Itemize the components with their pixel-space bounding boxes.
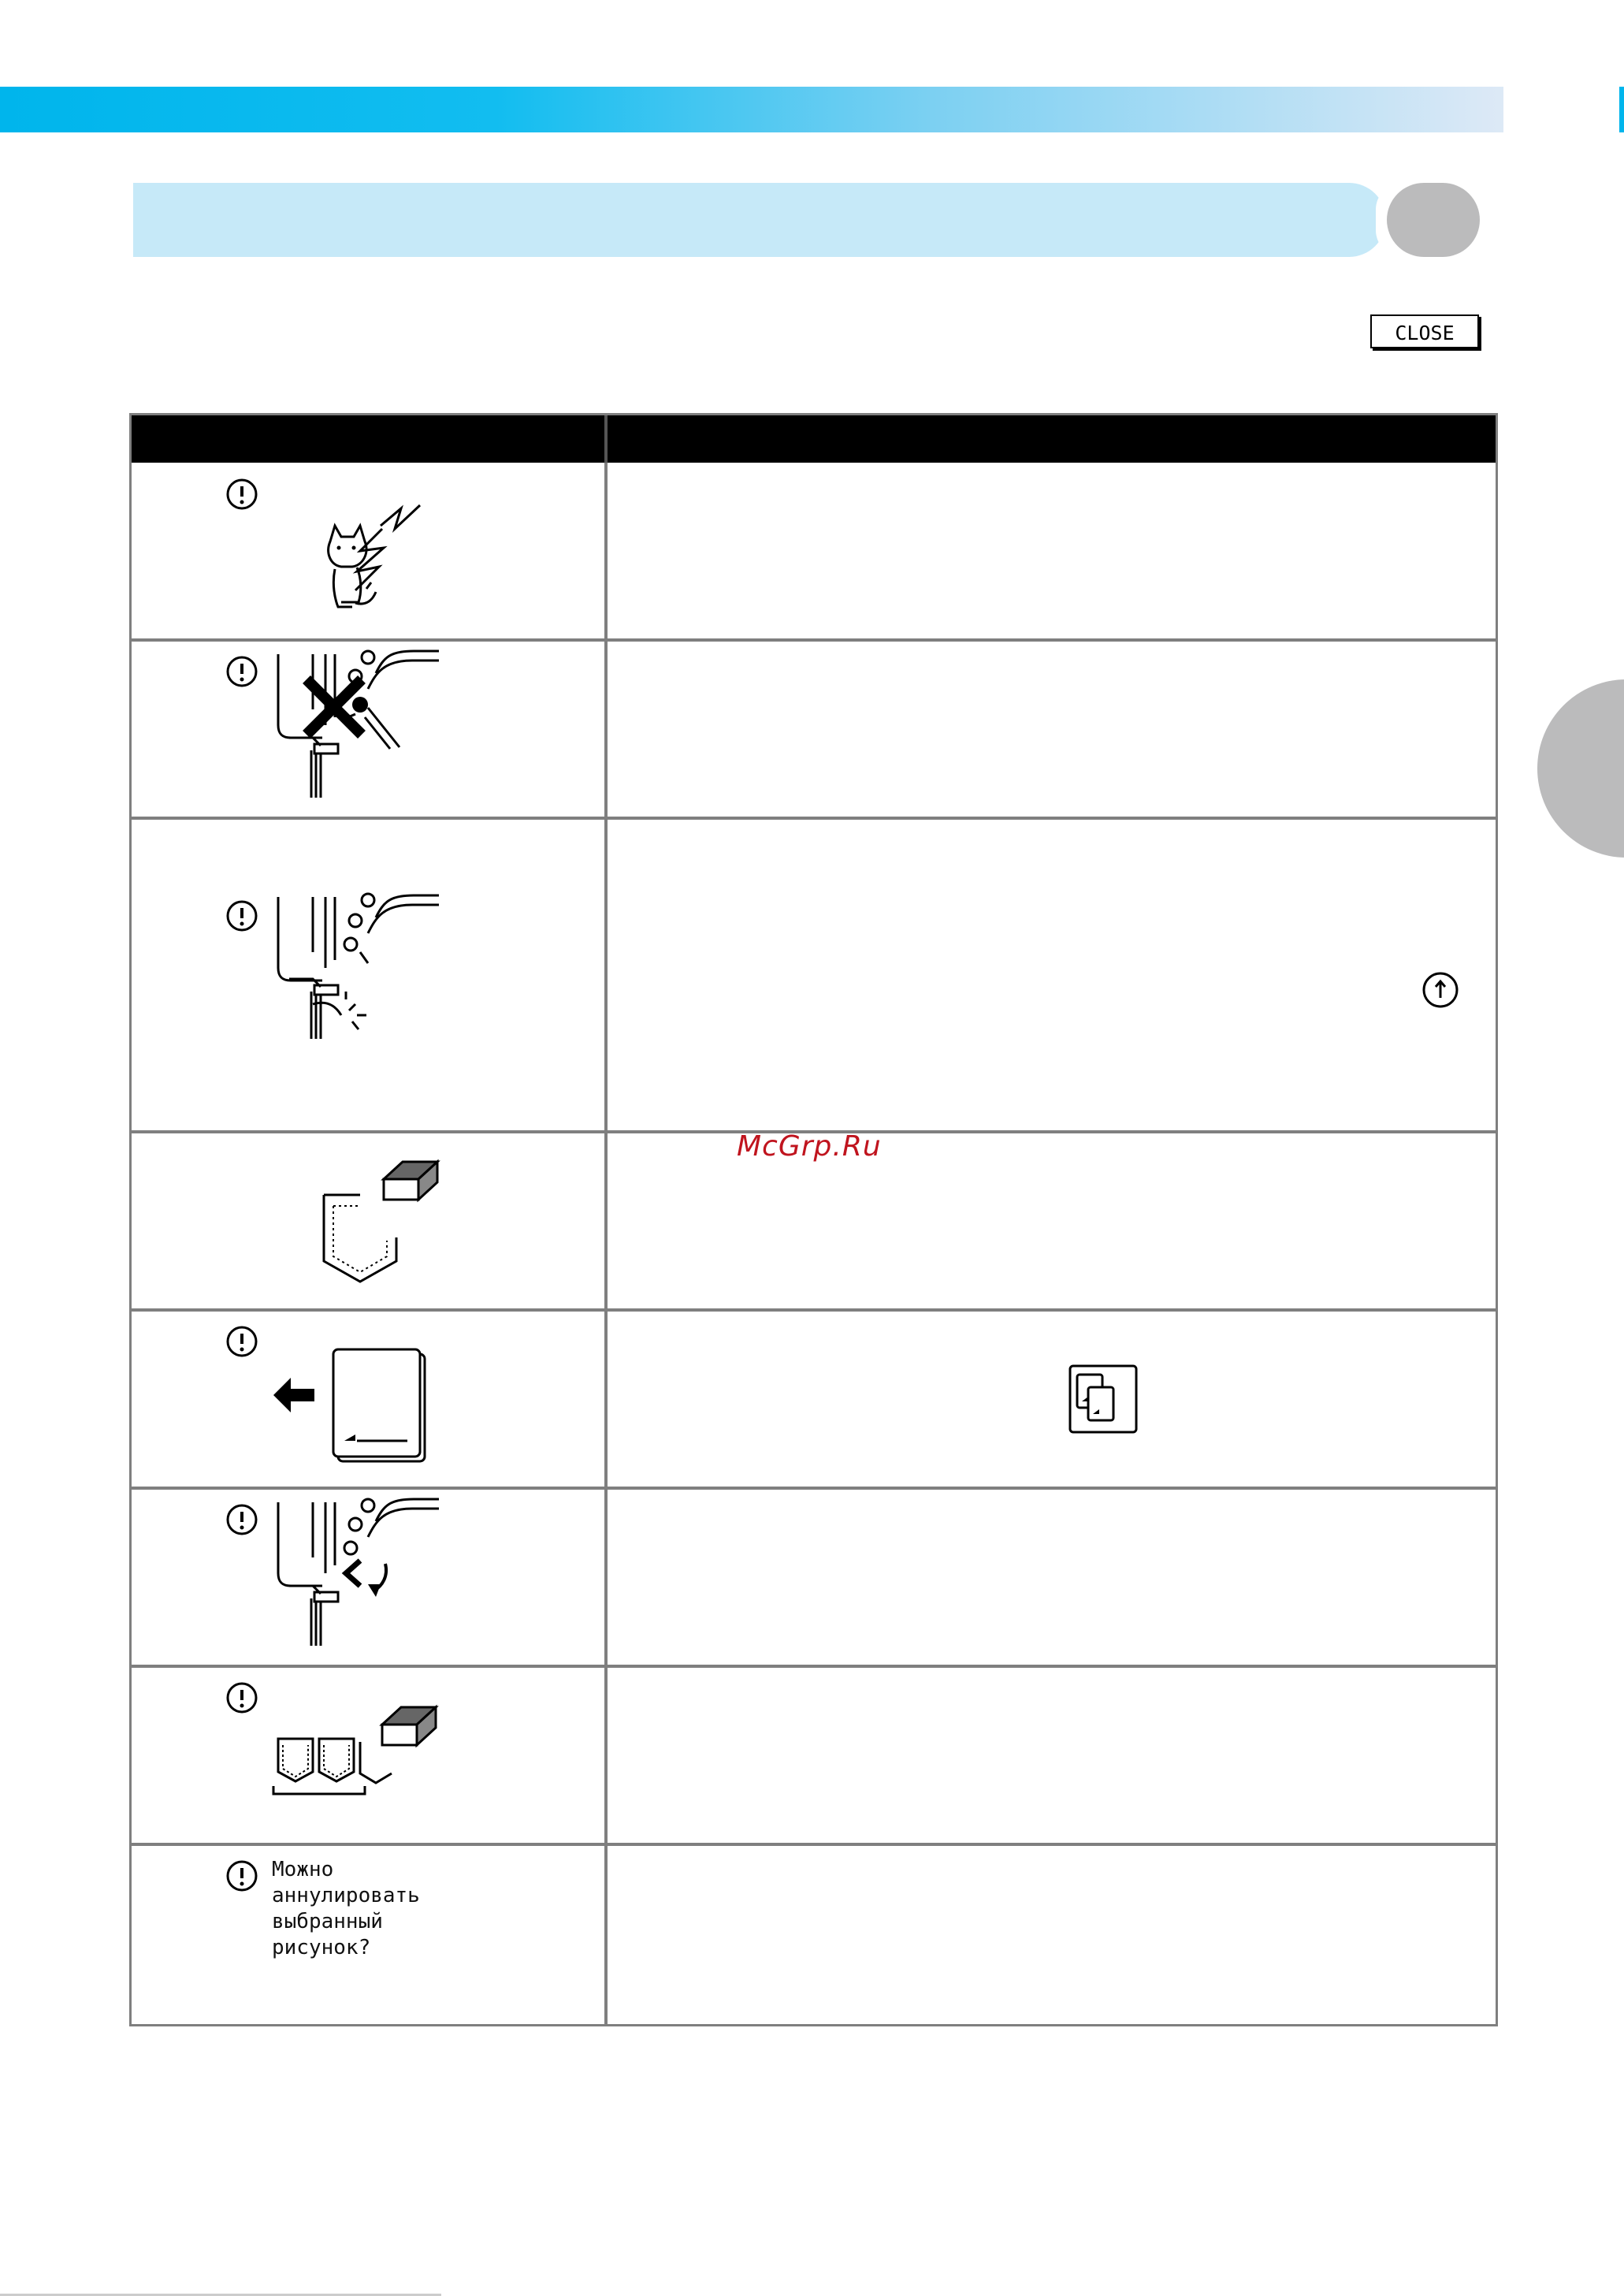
presser-foot-lever-icon	[132, 1488, 604, 1666]
lcd-message-text: Можно аннулировать выбранный рисунок?	[272, 1858, 420, 1959]
icon-cell	[132, 818, 604, 1132]
section-title-bar	[133, 183, 1386, 257]
page-edge-marker	[1619, 87, 1624, 132]
icon-cell	[132, 1132, 604, 1310]
error-message-table	[129, 413, 1498, 2026]
message-cell	[612, 1844, 1491, 2024]
table-row	[132, 818, 1496, 1132]
icon-cell	[132, 1844, 604, 2024]
pocket-eraser-icon	[132, 1132, 604, 1310]
table-row	[132, 1310, 1496, 1488]
icon-cell	[132, 1488, 604, 1666]
top-color-bar	[0, 87, 1503, 132]
warning-cat-lightning-icon	[132, 463, 604, 640]
table-row	[132, 1666, 1496, 1844]
message-cell	[612, 1666, 1491, 1844]
message-cell	[612, 818, 1491, 1132]
needle-do-not-press-icon	[132, 640, 604, 818]
icon-cell	[132, 640, 604, 818]
message-cell	[612, 1310, 1491, 1488]
needle-position-icon	[1421, 971, 1459, 1009]
header-cause-column	[608, 415, 1496, 463]
header-display-column	[132, 415, 604, 463]
memory-card-arrow-icon	[132, 1310, 604, 1488]
table-row	[132, 463, 1496, 640]
card-button-icon[interactable]	[1068, 1364, 1139, 1435]
icon-cell	[132, 463, 604, 640]
icon-cell	[132, 1310, 604, 1488]
table-row	[132, 640, 1496, 818]
icon-cell	[132, 1666, 604, 1844]
message-cell	[612, 463, 1491, 640]
needle-thread-broken-icon	[132, 818, 604, 1132]
message-cell	[612, 1488, 1491, 1666]
message-cell	[612, 640, 1491, 818]
table-row	[132, 1488, 1496, 1666]
section-title-cap	[1387, 183, 1480, 257]
close-button[interactable]: CLOSE	[1370, 314, 1479, 348]
table-row	[132, 1844, 1496, 2024]
table-header	[132, 415, 1496, 463]
watermark-text: McGrp.Ru	[737, 1130, 882, 1163]
pockets-eraser-icon	[132, 1666, 604, 1844]
chapter-side-tab	[1537, 679, 1624, 858]
